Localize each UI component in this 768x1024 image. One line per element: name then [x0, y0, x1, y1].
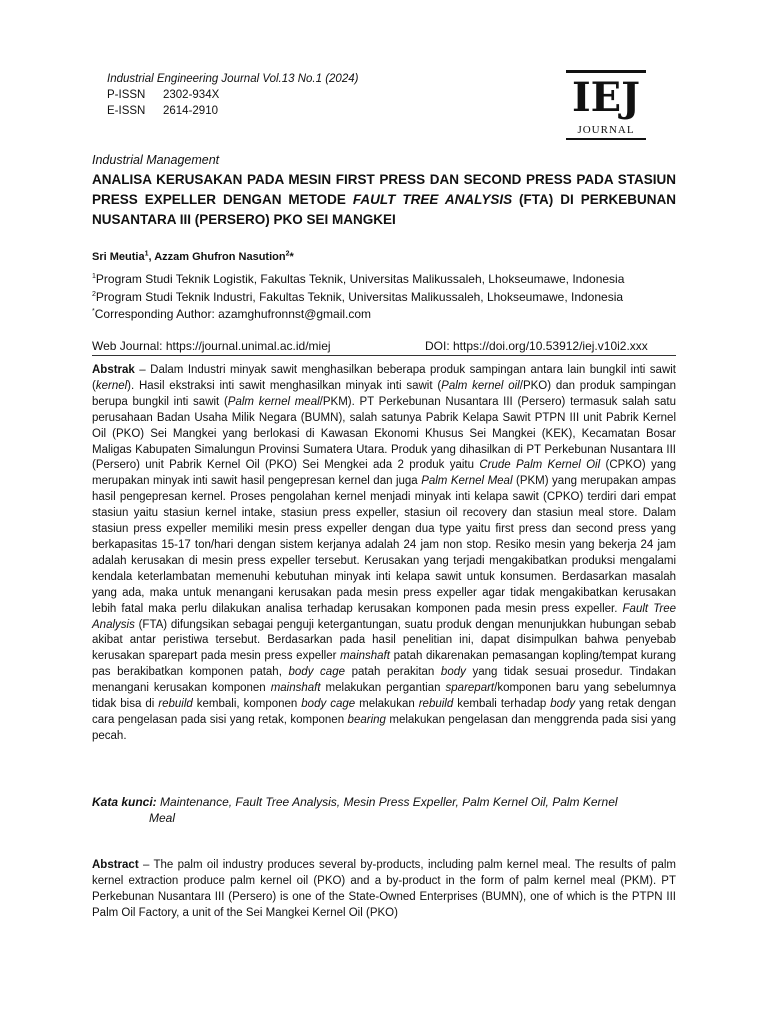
author-2-sup: 2 — [285, 250, 290, 258]
abstract-italic: sparepart — [445, 682, 495, 695]
pissn-row — [107, 87, 358, 103]
abstract-text: /komponen baru yang sebelumnya tidak bisa di — [92, 682, 676, 711]
web-links — [92, 339, 676, 353]
title-part2: (FTA) DI PERKEBUNAN NUSANTARA III (PERSERO) PKO SEI MANGKEI — [92, 192, 676, 227]
abstract-text: melakukan pengelasan dan menggrenda pada sisi yang pecah. — [92, 713, 676, 742]
abstract-italic: bearing — [347, 713, 386, 726]
logo-subtext: JOURNAL — [566, 124, 646, 140]
abstract-italic: body cage — [288, 666, 345, 679]
doi-link[interactable]: DOI: https://doi.org/10.53912/iej.v10i2.xxx — [425, 339, 648, 353]
journal-logo — [566, 70, 646, 144]
title-italic: FAULT TREE ANALYSIS — [352, 192, 513, 207]
author-sep: , — [148, 251, 155, 263]
eissn-label: E-ISSN — [107, 105, 146, 117]
abstract-text: (CPKO) yang merupakan minyak inti sawit hasil pengepresan kernel dan juga — [92, 459, 677, 488]
web-journal-link[interactable]: Web Journal: https://journal.unimal.ac.id/miej — [92, 339, 331, 353]
abstract-text: ). Hasil ekstraksi inti sawit menghasilkan minyak inti sawit ( — [127, 379, 442, 392]
abstract-italic: Crude Palm Kernel Oil — [479, 459, 601, 472]
abstract-text: melakukan — [355, 698, 419, 711]
affiliation-2 — [92, 288, 623, 306]
abstract-text: kembali, komponen — [192, 698, 302, 711]
abstract-text: patah dikarenakan pemasangan kopling/tempat kurang pas berakibatkan komponen patah, — [92, 650, 676, 679]
author-2: Azzam Ghufron Nasution — [154, 251, 286, 263]
keywords-list: Maintenance, Fault Tree Analysis, Mesin Press Expeller, Palm Kernel Oil, Palm Kernel — [160, 795, 618, 809]
abstract-italic: body — [550, 698, 576, 711]
keywords-row-1 — [92, 794, 676, 810]
pissn-label: P-ISSN — [107, 89, 146, 101]
abstract-id — [92, 363, 676, 745]
abstract-italic: rebuild — [158, 698, 193, 711]
corresponding-text: Corresponding Author: azamghufronnst@gmail.com — [94, 307, 372, 321]
abstract-en-text: – The palm oil industry produces several by-products, including palm kernel meal. The results of palm kernel extraction produce palm kernel oil (PKO) and a by-product in the form of palm kernel meal (PKM). PT Perkebunan Nusantara III (Persero) is one of the State-Owned Enterprises (BUMN), one of which is the PTPN III Palm Oil Factory, a unit of the Sei Mangkei Kernel Oil (PKO) — [92, 859, 676, 919]
section-label: Industrial Management — [92, 153, 220, 167]
abstract-italic: mainshaft — [340, 650, 390, 663]
authors — [92, 251, 294, 263]
journal-name: Industrial Engineering Journal Vol.13 No.1 (2024) — [107, 73, 359, 85]
keywords — [92, 794, 676, 826]
abstract-italic: Palm kernel oil — [441, 379, 520, 392]
abstract-italic: Palm Kernel Meal — [421, 475, 513, 488]
eissn-row — [107, 103, 358, 119]
abstract-text: /PKO) dan produk sampingan berupa bungkil inti sawit ( — [92, 379, 677, 408]
keywords-label: Kata kunci: — [92, 795, 157, 809]
abstract-text: patah perakitan — [345, 666, 441, 679]
keywords-row-2: Meal — [149, 811, 176, 825]
affiliation-1 — [92, 270, 624, 288]
affiliation-2-text: Program Studi Teknik Industri, Fakultas Teknik, Universitas Malikussaleh, Lhokseumawe, Indonesia — [95, 290, 624, 304]
abstract-text: yang tidak sesuai prosedur. Tindakan menangani kerusakan komponen — [92, 666, 676, 695]
abstract-text: (FTA) difungsikan sebagai penguji ketergantungan, suatu produk dengan menunjukkan hubungan sebab akibat antar peristiwa tersebut. Berdasarkan pada hasil penelitian ini, dapat disimpulkan bahwa penyebab kerusakan sparepart pada mesin press expeller — [92, 618, 676, 663]
abstract-text: yang retak dengan cara pengelasan pada sisi yang retak, komponen — [92, 698, 676, 726]
logo-top-bar — [566, 70, 646, 73]
logo-text: IEJ — [571, 74, 641, 121]
abstract-en-label: Abstract — [92, 859, 139, 871]
abstract-italic: body cage — [301, 698, 356, 711]
abstract-en — [92, 858, 676, 922]
affiliation-1-text: Program Studi Teknik Logistik, Fakultas Teknik, Universitas Malikussaleh, Lhokseumawe, Indonesia — [95, 272, 625, 286]
divider-line — [92, 355, 676, 356]
journal-info — [107, 71, 358, 119]
author-1-sup: 1 — [144, 250, 149, 258]
author-1: Sri Meutia — [92, 251, 145, 263]
affiliation-2-sup: 2 — [92, 291, 96, 298]
title-part1: ANALISA KERUSAKAN PADA MESIN FIRST PRESS DAN SECOND PRESS PADA STASIUN PRESS EXPELLER DENGAN METODE — [92, 172, 676, 207]
abstract-italic: body — [440, 666, 466, 679]
abstract-text: Dalam Industri minyak sawit menghasilkan beberapa produk sampingan antara lain bungkil inti sawit ( — [92, 364, 676, 392]
corresponding-sup: * — [92, 308, 95, 315]
abstract-italic: rebuild — [418, 698, 454, 711]
abstract-italic: mainshaft — [270, 682, 321, 695]
paper-title — [92, 170, 676, 230]
corresponding-star: * — [289, 251, 294, 263]
abstract-text: melakukan pergantian — [320, 682, 446, 695]
abstract-id-label: Abstrak — [92, 364, 135, 376]
eissn-value: 2614-2910 — [163, 105, 218, 117]
abstract-text: kembali terhadap — [453, 698, 551, 711]
pissn-value: 2302-934X — [163, 89, 220, 101]
abstract-id-dash: – — [134, 364, 151, 376]
abstract-text: /PKM). PT Perkebunan Nusantara III (Persero) termasuk salah satu perusahaan Badan Usaha Milik Negara (BUMN), salah satunya Pabrik Kelapa Sawit PTPN III unit Pabrik Kernel Oil (PKO) Sei Mangkei yang berlokasi di Kawasan Ekonomi Khusus Sei Mangkei (KEK), Kecamatan Bosar Maligas Kabupaten Simalungun Provinsi Sumatera Utara. Produk yang dihasilkan di PT Perkebunan Nusantara III (Persero) unit Pabrik Kernel Oil (PKO) Sei Mengkei ada 2 produk yaitu — [92, 395, 676, 472]
abstract-text: (PKM) yang merupakan ampas hasil pengepresan kernel. Proses pengolahan kernel menjadi minyak inti kelapa sawit (CPKO) terdiri dari empat stasiun yaitu stasiun kernel intake, stasiun press expeller, stasiun oil recovery dan stasiun meal store. Dalam stasiun press expeller memiliki mesin press expeller dengan dua type yaitu first press dan second press yang berkapasitas 15-17 ton/hari dengan sistem kerjanya adalah 24 jam non stop. Resiko mesin yang bekerja 24 jam adalah kerusakan di mesin press expeller tersebut. Kerusakan yang terjadi mengakibatkan produksi mengalami kendala keterlambatan memenuhi kebutuhan minyak inti kelapa sawit untuk konsumen. Berdasarkan masalah yang ada, maka untuk menangani kerusakan pada mesin press expeller agar tidak mengakibatkan kerusakan lebih fatal maka perlu dilakukan analisa terhadap kerusakan komponen pada mesin press expeller. — [92, 475, 676, 615]
corresponding-author — [92, 305, 371, 323]
abstract-italic: kernel — [95, 379, 128, 392]
affiliation-1-sup: 1 — [92, 273, 96, 280]
abstract-italic: Palm kernel meal — [227, 395, 320, 408]
abstract-italic: Fault Tree Analysis — [92, 602, 676, 631]
